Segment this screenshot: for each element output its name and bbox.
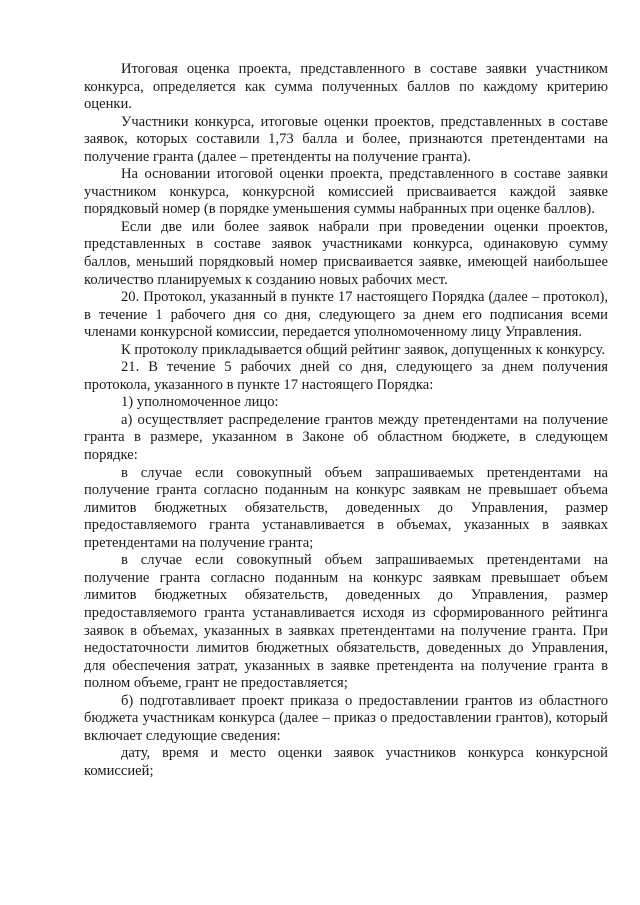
paragraph-item-21: 21. В течение 5 рабочих дней со дня, следующего за днем получения протокола, указанного в пункте 17 настоящего Порядка: [84, 359, 608, 393]
paragraph-item-20: 20. Протокол, указанный в пункте 17 настоящего Порядка (далее – протокол), в течение 1 рабочего дня со дня, следующего за днем его подписания всеми членами конкурсной комиссии, передается уполномоченному лицу Управления. [84, 289, 608, 341]
paragraph-subitem-b: б) подготавливает проект приказа о предоставлении грантов из областного бюджета участникам конкурса (далее – приказ о предоставлении грантов), который включает следующие сведения: [84, 692, 608, 744]
paragraph-case-not-exceeds: в случае если совокупный объем запрашиваемых претендентами на получение гранта согласно поданным на конкурс заявкам не превышает объема лимитов бюджетных обязательств, доведенных до Управления, размер предоставляемого гранта устанавливается в объемах, указанных в заявках претендентами на получение гранта; [84, 464, 608, 551]
paragraph-date-time-place: дату, время и место оценки заявок участников конкурса конкурсной комиссией; [84, 745, 608, 779]
paragraph-final-score: Итоговая оценка проекта, представленного в составе заявки участником конкурса, определяется как сумма полученных баллов по каждому критерию оценки. [84, 61, 608, 113]
paragraph-ordinal-number: На основании итоговой оценки проекта, представленного в составе заявки участником конкурса, конкурсной комиссией присваивается каждой заявке порядковый номер (в порядке уменьшения суммы набранных при оценке баллов). [84, 166, 608, 218]
paragraph-rating-attachment: К протоколу прикладывается общий рейтинг заявок, допущенных к конкурсу. [121, 341, 606, 358]
paragraph-subitem-a: а) осуществляет распределение грантов между претендентами на получение гранта в размере, указанном в Законе об областном бюджете, в следующем порядке: [84, 411, 608, 464]
paragraph-equal-score: Если две или более заявок набрали при проведении оценки проектов, представленных в составе заявок участниками конкурса, одинаковую сумму баллов, меньший порядковый номер присваивается заявке, имеющей наибольшее количество планируемых к созданию новых рабочих мест. [84, 218, 608, 288]
paragraph-subitem-1: 1) уполномоченное лицо: [121, 394, 279, 411]
document-body [84, 61, 608, 780]
paragraph-case-exceeds: в случае если совокупный объем запрашиваемых претендентами на получение гранта согласно поданным на конкурс заявкам превышает объем лимитов бюджетных обязательств, доведенных до Управления, размер предоставляемого гранта устанавливается исходя из сформированного рейтинга заявок в объемах, указанных в заявках претендентами на получение гранта. При недостаточности лимитов бюджетных обязательств, доведенных до Управления, для обеспечения затрат, указанных в заявке претендента на получение гранта в полном объеме, грант не предоставляется; [84, 552, 608, 692]
paragraph-contestants: Участники конкурса, итоговые оценки проектов, представленных в составе заявок, которых составили 1,73 балла и более, признаются претендентами на получение гранта (далее – претенденты на получение гранта). [84, 113, 608, 165]
